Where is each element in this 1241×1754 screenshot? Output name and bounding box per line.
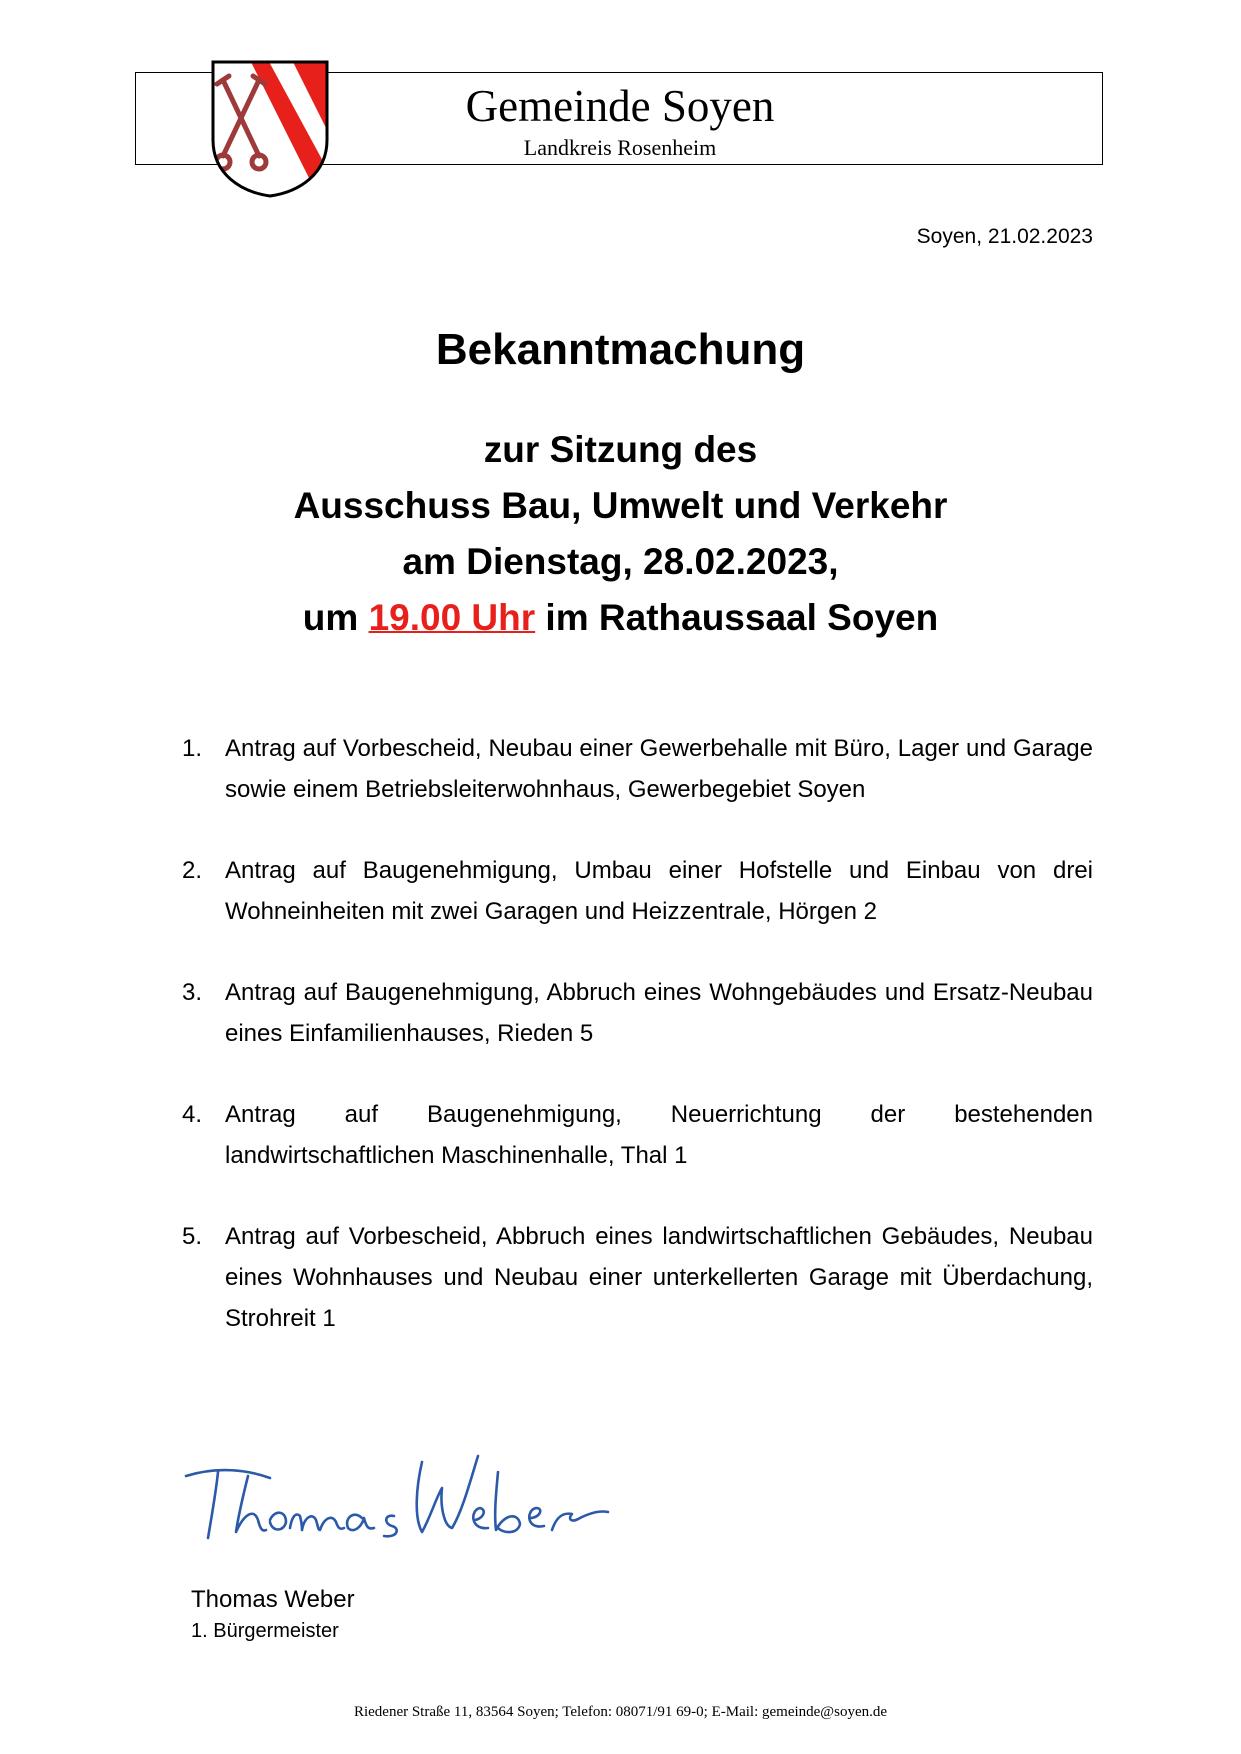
agenda-item-number: 4.: [182, 1101, 203, 1128]
agenda-item-text: Antrag auf Baugenehmigung, Neuerrichtung der bestehenden landwirtschaftlichen Maschinenhalle, Thal 1: [225, 1101, 1093, 1169]
meeting-time-prefix: um: [302, 597, 369, 638]
agenda-item-text: Antrag auf Baugenehmigung, Umbau einer Hofstelle und Einbau von drei Wohneinheiten mit zwei Garagen und Heizzentrale, Hörgen 2: [225, 857, 1093, 925]
meeting-location: im Rathaussaal Soyen: [535, 597, 939, 638]
meeting-line-1: zur Sitzung des: [483, 429, 758, 470]
agenda-item-text: Antrag auf Baugenehmigung, Abbruch eines Wohngebäudes und Ersatz-Neubau eines Einfamilienhauses, Rieden 5: [225, 979, 1093, 1047]
handwritten-signature: [178, 1448, 618, 1548]
org-district: Landkreis Rosenheim: [523, 135, 717, 160]
meeting-time-location: [0, 590, 1241, 646]
agenda-item: [182, 850, 1093, 932]
agenda-list: [182, 728, 1093, 1379]
meeting-time: 19.00 Uhr: [368, 597, 536, 638]
meeting-committee: Ausschuss Bau, Umwelt und Verkehr: [293, 485, 948, 526]
signer-role: 1. Bürgermeister: [191, 1620, 339, 1642]
coat-of-arms-icon: [209, 58, 331, 198]
agenda-item: [182, 972, 1093, 1054]
signer-name: Thomas Weber: [191, 1586, 355, 1613]
document-date: Soyen, 21.02.2023: [916, 225, 1093, 248]
agenda-item-number: 3.: [182, 979, 203, 1006]
agenda-item-number: 5.: [182, 1223, 203, 1250]
agenda-item: [182, 1094, 1093, 1176]
agenda-item-text: Antrag auf Vorbescheid, Neubau einer Gewerbehalle mit Büro, Lager und Garage sowie einem Betriebsleiterwohnhaus, Gewerbegebiet Soyen: [225, 735, 1093, 803]
agenda-item-text: Antrag auf Vorbescheid, Abbruch eines landwirtschaftlichen Gebäudes, Neubau eines Wohnhauses und Neubau einer unterkellerten Garage mit Überdachung, Strohreit 1: [225, 1223, 1093, 1332]
agenda-item: [182, 1216, 1093, 1339]
agenda-item-number: 1.: [182, 735, 203, 762]
agenda-item: [182, 728, 1093, 810]
org-name: Gemeinde Soyen: [465, 81, 775, 131]
page-title: Bekanntmachung: [435, 325, 806, 374]
meeting-date: am Dienstag, 28.02.2023,: [402, 541, 839, 582]
meeting-info: [0, 422, 1241, 646]
footer-contact: Riedener Straße 11, 83564 Soyen; Telefon: 08071/91 69-0; E-Mail: gemeinde@soyen.de: [353, 1704, 888, 1720]
agenda-item-number: 2.: [182, 857, 203, 884]
